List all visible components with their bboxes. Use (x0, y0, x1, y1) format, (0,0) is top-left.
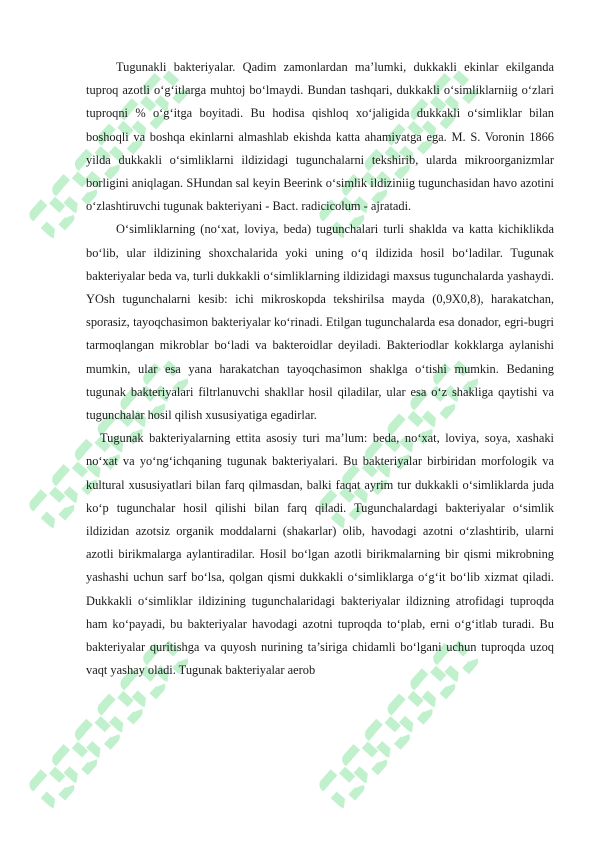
watermark-stroke (391, 691, 429, 729)
paragraph-asosiy-turlari: Tugunak bakteriyalarning ettita asosiy turi ma’lum: beda, no‘xat, loviya, soya, xashaki no‘xat va yo‘ng‘ichqaning tugunak bakteriyalari. Bu bakteriyalar birbiridan morfologik va kultural xususiyatlari bilan farq qilmasdan, balki faqat ayrim tur dukkakli o‘simliklarda juda ko‘p tugunchalar hosil qilishi bilan farq qiladi. Tugunchalardagi bakteriyalar o‘simlik ildizidan azotsiz organik moddalarni (shakarlar) olib, havodagi azotni o‘zlashtirib, ularni azotli birikmalarga aylantiradilar. Hosil bo‘lgan azotli birikmalarning bir qismi mikrobning yashashi uchun sarf bo‘lsa, qolgan qismi dukkakli o‘simliklarga o‘g‘it bo‘lib xizmat qiladi. Dukkakli o‘simliklar ildizining tugunchalaridagi bakteriyalar ildizning atrofidagi tuproqda ham ko‘payadi, bu bakteriyalar havodagi azotni tuproqda to‘plab, erni o‘g‘itlab turadi. Bu bakteriyalar quritishga va quyosh nurining ta’siriga chidamli bo‘lgani uchun tuproqda uzoq vaqt yashay oladi. Tugunak bakteriyalar aerob (86, 431, 554, 678)
paragraph-osimliklar-tugunchalari: O‘simliklarning (no‘xat, loviya, beda) tugunchalari turli shaklda va katta kichiklikda bo‘lib, ular ildizining shoxchalarida yoki uning o‘q ildizida hosil bo‘ladilar. Tugunak bakteriyalar beda va, turli dukkakli o‘simliklarning ildizidagi maxsus tugunchalarda yashaydi. YOsh tugunchalarni kesib: ichi mikroskopda tekshirilsa mayda (0,9X0,8), harakatchan, sporasiz, tayoqchasimon bakteriyalar ko‘rinadi. Etilgan tugunchalarda esa donador, egri-bugri tarmoqlangan mikroblar bo‘ladi va bakteroidlar deyiladi. Bakteriodlar kokklarga aylanishi mumkin, ular esa yana harakatchan tayoqchasimon shaklga o‘tishi mumkin. Bedaning tugunak bakteriyalari filtrlanuvchi shakllar hosil qiladilar, ular esa o‘z shakliga qaytishi va tugunchalar hosil qilish xususiyatiga egadirlar. (86, 222, 554, 423)
watermark-stroke (55, 742, 93, 780)
watermark-stroke (33, 487, 71, 525)
watermark-stroke (323, 767, 361, 805)
watermark-stroke (345, 742, 383, 780)
watermark-stroke (78, 717, 116, 755)
watermark-stroke (101, 691, 139, 729)
paragraph-tugunakli-bakteriyalar: Tugunakli bakteriyalar. Qadim zamonlardan ma’lumki, dukkakli ekinlar ekilganda tuproq azotli o‘g‘itlarga muhtoj bo‘lmaydi. Bundan tashqari, dukkakli o‘simliklarniig o‘zlari tuproqni % o‘g‘itga boyitadi. Bu hodisa qishloq xo‘jaligida dukkakli o‘simliklar bilan boshoqli va boshqa ekinlarni almashlab ekishda katta ahamiyatga ega. M. S. Voronin 1866 yilda dukkakli o‘simliklarni ildizidagi tugunchalarni tekshirib, ularda mikroorganizmlar borligini aniqlagan. SHundan sal keyin Beerink o‘simlik ildiziniig tugunchasidan havo azotini o‘zlashtiruvchi tugunak bakteriyani - Bact. radicicolum - ajratadi. (86, 60, 554, 214)
document-body (86, 56, 554, 682)
watermark-stroke (368, 717, 406, 755)
watermark-stroke (33, 197, 71, 235)
watermark-stroke (33, 767, 71, 805)
